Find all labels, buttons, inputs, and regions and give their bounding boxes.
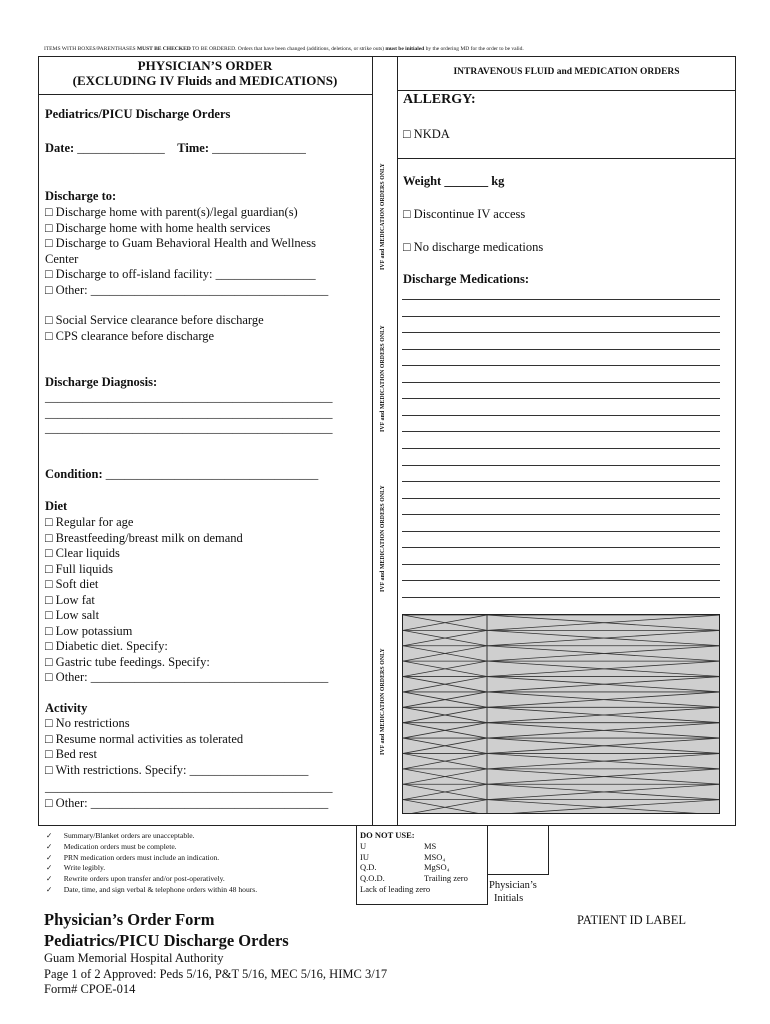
medication-line[interactable]: [402, 564, 720, 565]
physician-initials-box[interactable]: [487, 825, 549, 875]
authority: Guam Memorial Hospital Authority: [44, 951, 224, 965]
allergy-label: ALLERGY:: [403, 92, 476, 107]
do-not-use-heading: DO NOT USE:: [360, 830, 415, 840]
footer-checklist: [46, 831, 257, 896]
condition-label: Condition:: [45, 467, 103, 481]
discharge-option[interactable]: □ Discharge to off-island facility: ________________: [45, 267, 316, 281]
left-header-divider: [38, 94, 372, 95]
diet-option[interactable]: □ Soft diet: [45, 577, 99, 591]
discharge-to-heading: Discharge to:: [45, 189, 117, 203]
condition-field[interactable]: __________________________________: [105, 467, 319, 481]
activity-specify-line[interactable]: ______________________________________________: [45, 780, 333, 794]
discharge-option[interactable]: □ Discharge to Guam Behavioral Health and Wellness: [45, 236, 316, 250]
weight-label: Weight: [403, 174, 442, 188]
weight-field[interactable]: _______: [444, 174, 489, 188]
diagnosis-lines[interactable]: [45, 390, 333, 437]
do-not-use-row: Q.O.D. Trailing zero: [360, 873, 468, 884]
cps-clearance[interactable]: □ CPS clearance before discharge: [45, 328, 215, 343]
form-title: [44, 909, 289, 951]
form-title-line2: Pediatrics/PICU Discharge Orders: [44, 931, 289, 950]
vertical-label-3: IVF and MEDICATION ORDERS ONLY: [380, 485, 386, 592]
medication-line[interactable]: [402, 382, 720, 383]
medication-line[interactable]: [402, 498, 720, 499]
activity-list: [45, 716, 333, 811]
diagnosis-line[interactable]: ______________________________________________: [45, 405, 333, 420]
medication-line[interactable]: [402, 547, 720, 548]
physician-initials-label: Physician’s Initials: [489, 880, 537, 904]
activity-heading: Activity: [45, 701, 88, 715]
left-header-line2: (EXCLUDING IV Fluids and MEDICATIONS): [72, 73, 338, 88]
check-icon: ✓: [46, 831, 53, 840]
medication-line[interactable]: [402, 299, 720, 300]
medication-line[interactable]: [402, 398, 720, 399]
page-info: Page 1 of 2 Approved: Peds 5/16, P&T 5/16, MEC 5/16, HIMC 3/17: [44, 966, 388, 981]
check-icon: ✓: [46, 884, 53, 894]
time-field[interactable]: _______________: [212, 141, 306, 155]
medication-line[interactable]: [402, 597, 720, 598]
discharge-medications-heading: Discharge Medications:: [403, 272, 530, 286]
no-discharge-meds-checkbox[interactable]: □ No discharge medications: [403, 240, 544, 254]
clearance-list: [45, 313, 264, 344]
do-not-use-row: U MS: [360, 840, 437, 851]
check-icon: ✓: [46, 852, 53, 862]
medication-line[interactable]: [402, 349, 720, 350]
left-title: Pediatrics/PICU Discharge Orders: [45, 107, 231, 121]
weight-row: [403, 174, 504, 190]
diet-option[interactable]: □ Low fat: [45, 592, 95, 607]
checklist-item: ✓ PRN medication orders must include an indication.: [46, 852, 220, 862]
activity-option[interactable]: □ Other: ______________________________________: [45, 795, 329, 810]
check-icon: ✓: [46, 863, 53, 873]
do-not-use-row: Q.D. MgSO₄: [360, 862, 450, 873]
diet-list: [45, 515, 328, 686]
check-icon: ✓: [46, 841, 53, 851]
left-header-line1: PHYSICIAN’S ORDER: [137, 58, 273, 73]
discharge-option[interactable]: □ Discharge home with home health services: [45, 220, 271, 235]
blocked-area: [402, 614, 720, 814]
date-field[interactable]: ______________: [77, 141, 165, 155]
diagnosis-line[interactable]: ______________________________________________: [45, 390, 333, 404]
diagnosis-line[interactable]: ______________________________________________: [45, 421, 333, 435]
medication-line[interactable]: [402, 465, 720, 466]
medication-line[interactable]: [402, 415, 720, 416]
patient-id-label: PATIENT ID LABEL: [577, 913, 687, 927]
form-title-line1: Physician’s Order Form: [44, 910, 215, 929]
diet-option[interactable]: □ Gastric tube feedings. Specify:: [45, 654, 210, 669]
diet-option[interactable]: □ Clear liquids: [45, 546, 120, 560]
diet-option[interactable]: □ Regular for age: [45, 515, 134, 529]
time-label: Time:: [177, 141, 209, 155]
diet-option[interactable]: □ Diabetic diet. Specify:: [45, 639, 168, 653]
activity-option[interactable]: □ Resume normal activities as tolerated: [45, 731, 244, 746]
social-service-clearance[interactable]: □ Social Service clearance before discharge: [45, 313, 264, 327]
checklist-item: ✓ Date, time, and sign verbal & telephone orders within 48 hours.: [46, 884, 258, 894]
activity-option[interactable]: □ Bed rest: [45, 747, 97, 761]
discharge-option[interactable]: □ Other: ______________________________________: [45, 282, 329, 297]
do-not-use-box: [356, 825, 488, 905]
medication-line[interactable]: [402, 531, 720, 532]
column-divider-left: [372, 56, 373, 826]
medication-line[interactable]: [402, 481, 720, 482]
diet-option[interactable]: □ Low potassium: [45, 623, 133, 638]
checklist-item: ✓ Rewrite orders upon transfer and/or post-operatively.: [46, 874, 225, 884]
medication-line[interactable]: [402, 580, 720, 581]
vertical-label-4: IVF and MEDICATION ORDERS ONLY: [380, 648, 386, 755]
diet-option[interactable]: □ Breastfeeding/breast milk on demand: [45, 530, 243, 545]
do-not-use-last: Lack of leading zero: [360, 883, 431, 894]
checklist-item: ✓ Write legibly.: [46, 863, 106, 873]
do-not-use-row: IU MSO₄: [360, 851, 446, 862]
activity-option[interactable]: □ With restrictions. Specify: ___________________: [45, 762, 309, 777]
blocked-area-hatching: [403, 615, 720, 814]
vertical-label-2: IVF and MEDICATION ORDERS ONLY: [380, 325, 386, 432]
left-header: [38, 58, 372, 88]
allergy-divider: [397, 158, 736, 159]
discharge-to-list: [45, 205, 328, 298]
date-label: Date:: [45, 141, 75, 155]
form-number: Form# CPOE-014: [44, 982, 136, 996]
diagnosis-heading: Discharge Diagnosis:: [45, 375, 158, 389]
checklist-item: ✓ Summary/Blanket orders are unacceptable.: [46, 831, 195, 840]
medication-line[interactable]: [402, 448, 720, 449]
medication-line[interactable]: [402, 316, 720, 317]
vertical-label-1: IVF and MEDICATION ORDERS ONLY: [380, 163, 386, 270]
check-icon: ✓: [46, 874, 53, 884]
condition-row: [45, 467, 318, 483]
top-instruction-note: ITEMS WITH BOXES/PARENTHASES MUST BE CHECKED TO BE ORDERED. Orders that have been changed (additions, deletions, or strike outs) must be initialed by the ordering MD for the order to be valid.: [44, 46, 524, 52]
activity-option[interactable]: □ No restrictions: [45, 716, 130, 730]
diet-heading: Diet: [45, 499, 68, 513]
checklist-item: ✓ Medication orders must be complete.: [46, 841, 177, 851]
diet-option[interactable]: □ Full liquids: [45, 561, 113, 576]
diet-option[interactable]: □ Low salt: [45, 608, 100, 622]
form-footer-info: [44, 951, 387, 998]
medication-line[interactable]: [402, 332, 720, 333]
weight-unit: kg: [491, 174, 505, 188]
discharge-option[interactable]: □ Discharge home with parent(s)/legal guardian(s): [45, 205, 298, 219]
medication-line[interactable]: [402, 365, 720, 366]
discharge-option-continued: Center: [45, 251, 79, 266]
medication-line[interactable]: [402, 431, 720, 432]
column-divider-right: [397, 56, 398, 826]
right-header-divider: [397, 90, 736, 91]
right-header: INTRAVENOUS FLUID and MEDICATION ORDERS: [453, 67, 680, 77]
diet-option[interactable]: □ Other: ______________________________________: [45, 670, 329, 684]
discontinue-iv-checkbox[interactable]: □ Discontinue IV access: [403, 207, 526, 221]
date-time-row: [45, 141, 306, 157]
nkda-checkbox[interactable]: □ NKDA: [403, 127, 450, 141]
medication-line[interactable]: [402, 514, 720, 515]
